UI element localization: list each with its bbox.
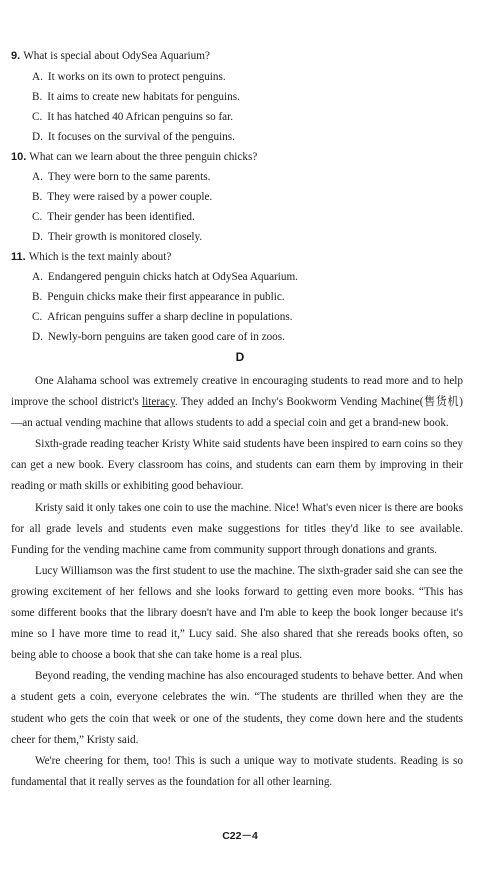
paragraph-text: . They added an Inchy's Bookworm Vending Machine(售货机)—an actual vending machine that allows students to add a special coin and get a brand-new book. [11,396,463,430]
question-11-option-b [32,290,285,304]
page-footer: C22－4 [222,830,258,842]
question-11-option-d [32,330,285,344]
option-letter: A. [32,271,43,283]
question-9-stem [11,49,210,63]
question-text: What can we learn about the three penguin chicks? [29,151,258,163]
option-letter: C. [32,211,43,223]
passage-paragraph-5: Beyond reading, the vending machine has also encouraged students to behave better. And when a student gets a coin, everyone celebrates the win. “The students are thrilled when they are the student who gets the coin that week or one of the students, they come down here and the students cheer for them,” Kristy said. [11,670,463,746]
option-letter: D. [32,331,43,343]
question-number: 11. [11,251,26,263]
option-letter: A. [32,171,43,183]
option-text: They were raised by a power couple. [47,191,213,203]
question-text: What is special about OdySea Aquarium? [23,50,210,62]
passage-paragraph-6: We're cheering for them, too! This is such a unique way to motivate students. Reading is so fundamental that it really serves as the foundation for all other learning. [11,754,463,788]
question-10-option-d [32,230,202,244]
question-number: 9. [11,50,21,62]
question-9-option-c [32,110,233,124]
option-text: It focuses on the survival of the penguins. [47,131,235,143]
option-letter: B. [32,191,43,203]
option-text: They were born to the same parents. [47,171,211,183]
question-11-option-a [32,270,298,284]
option-letter: D. [32,131,43,143]
question-text: Which is the text mainly about? [28,251,172,263]
passage-paragraph-2: Sixth-grade reading teacher Kristy White said students have been inspired to earn coins so they can get a new book. Every classroom has coins, and students can earn them by improving in their reading or math skills or exhibiting good behaviour. [11,438,463,493]
option-text: It works on its own to protect penguins. [47,71,226,83]
option-text: Their growth is monitored closely. [47,231,203,243]
option-text: It has hatched 40 African penguins so far. [47,111,234,123]
option-text: It aims to create new habitats for penguins. [47,91,240,103]
option-text: Newly-born penguins are taken good care of in zoos. [47,331,285,343]
question-11-stem [11,250,171,264]
reading-passage [11,371,463,793]
question-9-option-b [32,90,240,104]
question-10-stem [11,150,257,164]
question-10-option-b [32,190,212,204]
passage-paragraph-3: Kristy said it only takes one coin to use the machine. Nice! What's even nicer is there are books for all grade levels and students even make suggestions for titles they'd like to see available. Funding for the vending machine came from community support through donations and grants. [11,501,463,556]
option-text: Their gender has been identified. [47,211,195,223]
option-letter: B. [32,291,43,303]
question-10-option-c [32,210,195,224]
question-10-option-a [32,170,210,184]
question-number: 10. [11,151,27,163]
option-text: Penguin chicks make their first appearance in public. [47,291,285,303]
question-11-option-c [32,310,293,324]
question-9-option-a [32,70,226,84]
option-letter: B. [32,91,43,103]
option-letter: A. [32,71,43,83]
question-9-option-d [32,130,235,144]
option-letter: C. [32,311,43,323]
underlined-word: literacy [142,396,175,409]
option-text: African penguins suffer a sharp decline in populations. [47,311,293,323]
option-letter: D. [32,231,43,243]
section-title: D [235,350,245,364]
passage-paragraph-1 [11,371,463,434]
option-text: Endangered penguin chicks hatch at OdySea Aquarium. [47,271,298,283]
passage-paragraph-4: Lucy Williamson was the first student to use the machine. The sixth-grader said she can see the growing excitement of her fellows and she looks forward to getting even more books. “This has some different books that the library doesn't have and I'm able to keep the book longer because it's mine so I have more time to read it,” Lucy said. She also shared that she rereads books often, so being able to choose a book that she can take home is a real plus. [11,564,463,662]
option-letter: C. [32,111,43,123]
paragraph-text: One Alahama school was extremely creative in encouraging students to read more and to help improve the school district's [11,375,463,409]
